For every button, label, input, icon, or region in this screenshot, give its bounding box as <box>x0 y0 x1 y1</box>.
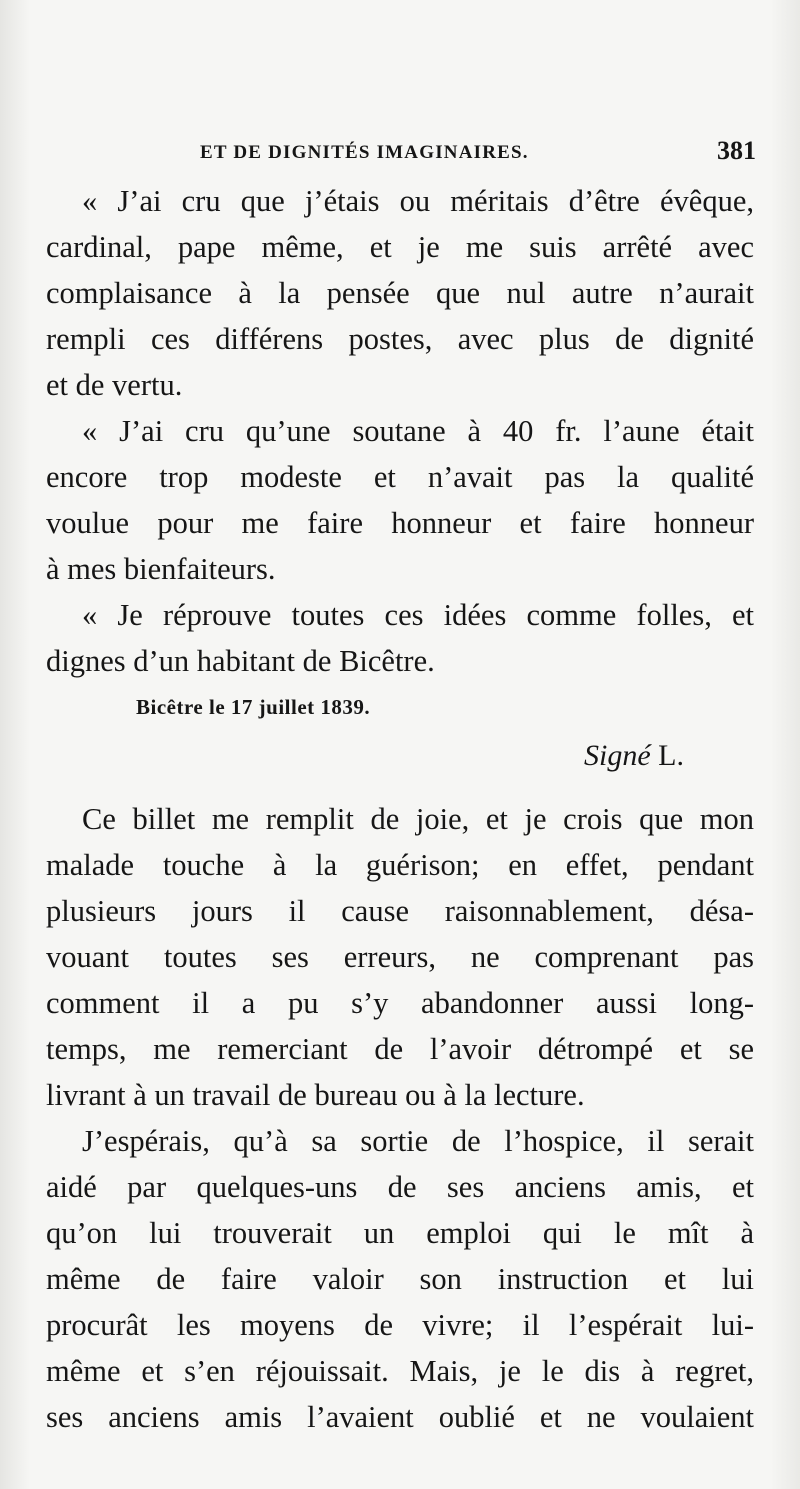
text-line: procurât les moyens de vivre; il l’espérait lui- <box>46 1308 754 1342</box>
signature-word: Signé <box>584 739 651 772</box>
text-line: comment il a pu s’y abandonner aussi long- <box>46 986 754 1020</box>
text-line: plusieurs jours il cause raisonnablement, désa- <box>46 894 754 928</box>
quote-paragraph-3 <box>46 592 754 684</box>
text-line: Ce billet me remplit de joie, et je crois que mon <box>82 802 754 836</box>
dateline: Bicêtre le 17 juillet 1839. <box>136 695 371 719</box>
page-header <box>0 136 800 170</box>
text-line: cardinal, pape même, et je me suis arrêté avec <box>46 230 754 264</box>
text-line: qu’on lui trouverait un emploi qui le mît à <box>46 1216 754 1250</box>
paragraph-gap <box>46 782 754 796</box>
text-line: temps, me remerciant de l’avoir détrompé et se <box>46 1032 754 1066</box>
text-line: rempli ces différens postes, avec plus de dignité <box>46 322 754 356</box>
text-line: vouant toutes ses erreurs, ne comprenant pas <box>46 940 754 974</box>
text-line: même et s’en réjouissait. Mais, je le dis à regret, <box>46 1354 754 1388</box>
quote-paragraph-1 <box>46 178 754 408</box>
signature <box>46 730 754 782</box>
quote-paragraph-2 <box>46 408 754 592</box>
text-line: malade touche à la guérison; en effet, pendant <box>46 848 754 882</box>
text-line: dignes d’un habitant de Bicêtre. <box>46 644 435 678</box>
text-line: complaisance à la pensée que nul autre n’aurait <box>46 276 754 310</box>
text-line: et de vertu. <box>46 368 183 402</box>
narrative-paragraph-1 <box>46 796 754 1118</box>
text-line: ses anciens amis l’avaient oublié et ne voulaient <box>46 1400 754 1434</box>
text-line: « J’ai cru qu’une soutane à 40 fr. l’aune était <box>82 414 754 448</box>
text-line: J’espérais, qu’à sa sortie de l’hospice, il serait <box>82 1124 754 1158</box>
text-line: à mes bienfaiteurs. <box>46 552 276 586</box>
text-line: « Je réprouve toutes ces idées comme folles, et <box>82 598 754 632</box>
page-number: 381 <box>717 136 756 165</box>
narrative-paragraph-2 <box>46 1118 754 1440</box>
text-line: livrant à un travail de bureau ou à la lecture. <box>46 1078 585 1112</box>
text-line: voulue pour me faire honneur et faire honneur <box>46 506 754 540</box>
running-head: ET DE DIGNITÉS IMAGINAIRES. <box>200 142 529 163</box>
body-text <box>46 178 754 1440</box>
text-line: encore trop modeste et n’avait pas la qualité <box>46 460 754 494</box>
text-line: aidé par quelques-uns de ses anciens amis, et <box>46 1170 754 1204</box>
signature-initial: L. <box>658 739 684 772</box>
text-line: même de faire valoir son instruction et lui <box>46 1262 754 1296</box>
text-line: « J’ai cru que j’étais ou méritais d’être évêque, <box>82 184 754 218</box>
